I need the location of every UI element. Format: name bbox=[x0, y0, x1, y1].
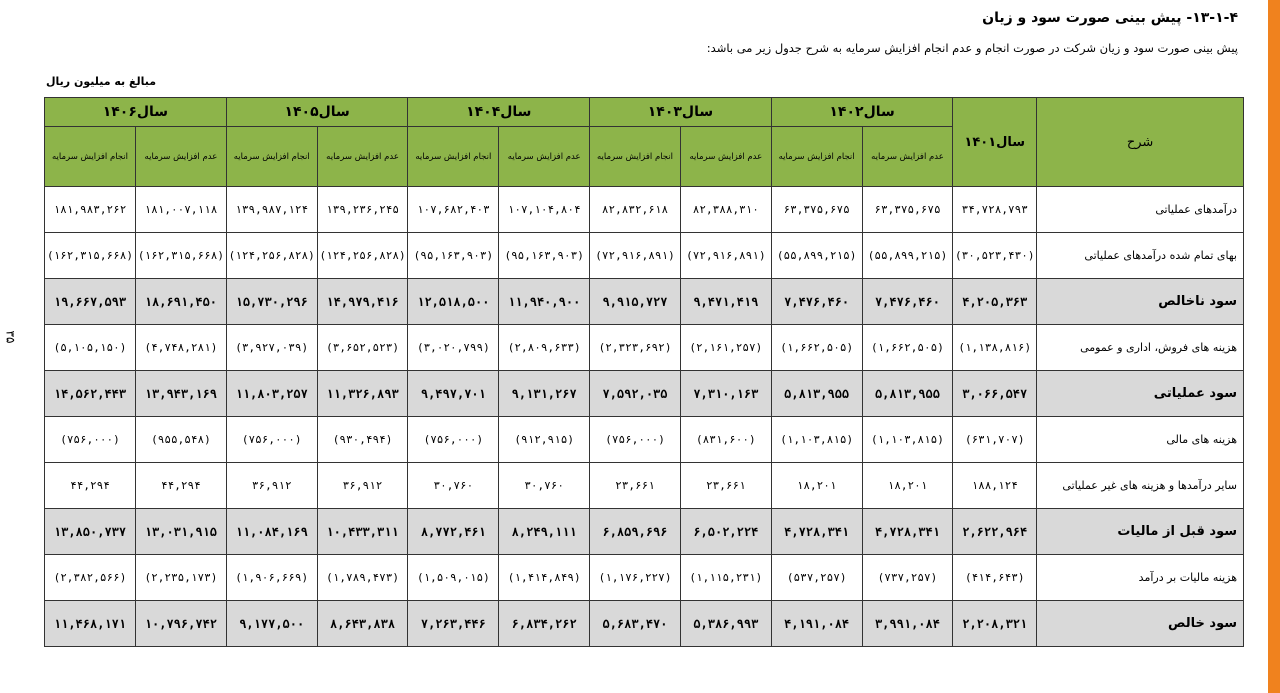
scenario-no-increase-header: عدم افزایش سرمایه bbox=[136, 127, 227, 187]
table-cell: (۱,۶۶۲,۵۰۵) bbox=[862, 325, 953, 371]
table-cell: ۱۸,۶۹۱,۴۵۰ bbox=[136, 279, 227, 325]
row-label: سود قبل از مالیات bbox=[1037, 509, 1244, 555]
table-cell: ۴,۷۲۸,۳۴۱ bbox=[771, 509, 862, 555]
table-cell: ۱۲,۵۱۸,۵۰۰ bbox=[408, 279, 499, 325]
table-cell: (۵۵,۸۹۹,۲۱۵) bbox=[771, 233, 862, 279]
table-cell: ۲۳,۶۶۱ bbox=[590, 463, 681, 509]
table-cell: (۱,۵۰۹,۰۱۵) bbox=[408, 555, 499, 601]
table-cell: ۴۴,۲۹۴ bbox=[136, 463, 227, 509]
table-cell: ۱۰۷,۱۰۴,۸۰۴ bbox=[499, 187, 590, 233]
table-cell: ۱۴,۹۷۹,۴۱۶ bbox=[317, 279, 408, 325]
table-cell: (۵,۱۰۵,۱۵۰) bbox=[45, 325, 136, 371]
cell-1401: ۳,۰۶۶,۵۴۷ bbox=[953, 371, 1037, 417]
table-cell: ۱۳۹,۲۳۶,۲۴۵ bbox=[317, 187, 408, 233]
table-cell: (۸۳۱,۶۰۰) bbox=[680, 417, 771, 463]
table-cell: (۱۶۲,۳۱۵,۶۶۸) bbox=[136, 233, 227, 279]
table-cell: ۳۰,۷۶۰ bbox=[499, 463, 590, 509]
scenario-increase-header: انجام افزایش سرمایه bbox=[771, 127, 862, 187]
table-cell: (۷۵۶,۰۰۰) bbox=[408, 417, 499, 463]
table-cell: ۱۱,۸۰۳,۲۵۷ bbox=[226, 371, 317, 417]
table-cell: (۷۵۶,۰۰۰) bbox=[590, 417, 681, 463]
scenario-no-increase-header: عدم افزایش سرمایه bbox=[680, 127, 771, 187]
table-cell: (۷۵۶,۰۰۰) bbox=[226, 417, 317, 463]
cell-1401: (۶۳۱,۷۰۷) bbox=[953, 417, 1037, 463]
section-title: ۱۳-۱-۴- پیش بینی صورت سود و زیان bbox=[982, 10, 1238, 26]
table-cell: ۱۸,۲۰۱ bbox=[862, 463, 953, 509]
table-cell: ۳۰,۷۶۰ bbox=[408, 463, 499, 509]
table-cell: (۲,۲۳۵,۱۷۳) bbox=[136, 555, 227, 601]
table-cell: ۱۱,۳۲۶,۸۹۳ bbox=[317, 371, 408, 417]
table-cell: ۶۳,۳۷۵,۶۷۵ bbox=[862, 187, 953, 233]
table-cell: ۶,۸۵۹,۶۹۶ bbox=[590, 509, 681, 555]
year-header: سال۱۴۰۵ bbox=[226, 98, 408, 127]
table-cell: (۲,۳۸۲,۵۶۶) bbox=[45, 555, 136, 601]
table-cell: (۱,۱۰۳,۸۱۵) bbox=[771, 417, 862, 463]
scenario-increase-header: انجام افزایش سرمایه bbox=[226, 127, 317, 187]
table-cell: ۸,۷۷۲,۴۶۱ bbox=[408, 509, 499, 555]
year-header: سال۱۴۰۳ bbox=[590, 98, 772, 127]
table-row bbox=[45, 279, 1244, 325]
table-cell: ۱۹,۶۶۷,۵۹۳ bbox=[45, 279, 136, 325]
row-label: سود ناخالص bbox=[1037, 279, 1244, 325]
cell-1401: (۳۰,۵۲۳,۴۳۰) bbox=[953, 233, 1037, 279]
scenario-increase-header: انجام افزایش سرمایه bbox=[408, 127, 499, 187]
table-cell: (۴,۷۴۸,۲۸۱) bbox=[136, 325, 227, 371]
table-cell: (۲,۳۲۳,۶۹۲) bbox=[590, 325, 681, 371]
table-cell: ۱۰۷,۶۸۲,۴۰۳ bbox=[408, 187, 499, 233]
table-cell: ۱۸۱,۰۰۷,۱۱۸ bbox=[136, 187, 227, 233]
profit-loss-table bbox=[44, 97, 1244, 647]
table-cell: (۳,۶۵۲,۵۲۳) bbox=[317, 325, 408, 371]
table-cell: (۳,۹۲۷,۰۳۹) bbox=[226, 325, 317, 371]
row-label: سود عملیاتی bbox=[1037, 371, 1244, 417]
unit-note: مبالغ به میلیون ریال bbox=[46, 75, 157, 88]
orange-edge-bar bbox=[1268, 0, 1280, 693]
table-cell: ۴,۱۹۱,۰۸۴ bbox=[771, 601, 862, 647]
table-cell: ۶,۵۰۲,۲۲۴ bbox=[680, 509, 771, 555]
table-cell: ۱۱,۹۴۰,۹۰۰ bbox=[499, 279, 590, 325]
table-cell: ۳,۹۹۱,۰۸۴ bbox=[862, 601, 953, 647]
table-cell: ۸۲,۳۸۸,۳۱۰ bbox=[680, 187, 771, 233]
table-cell: ۵,۸۱۳,۹۵۵ bbox=[862, 371, 953, 417]
table-cell: ۱۱,۰۸۴,۱۶۹ bbox=[226, 509, 317, 555]
scenario-no-increase-header: عدم افزایش سرمایه bbox=[499, 127, 590, 187]
table-cell: (۹۵,۱۶۳,۹۰۳) bbox=[408, 233, 499, 279]
scenario-increase-header: انجام افزایش سرمایه bbox=[45, 127, 136, 187]
table-cell: ۱۱,۴۶۸,۱۷۱ bbox=[45, 601, 136, 647]
table-cell: ۱۳,۸۵۰,۷۳۷ bbox=[45, 509, 136, 555]
table-cell: ۹,۴۹۷,۷۰۱ bbox=[408, 371, 499, 417]
table-cell: (۱,۱۷۶,۲۲۷) bbox=[590, 555, 681, 601]
table-cell: (۱,۷۸۹,۴۷۳) bbox=[317, 555, 408, 601]
table-cell: ۹,۱۷۷,۵۰۰ bbox=[226, 601, 317, 647]
table-cell: (۲,۸۰۹,۶۳۳) bbox=[499, 325, 590, 371]
row-label: سایر درآمدها و هزینه های غیر عملیاتی bbox=[1037, 463, 1244, 509]
year-header: سال۱۴۰۲ bbox=[771, 98, 953, 127]
table-cell: ۱۳,۰۳۱,۹۱۵ bbox=[136, 509, 227, 555]
cell-1401: (۱,۱۳۸,۸۱۶) bbox=[953, 325, 1037, 371]
table-cell: (۲,۱۶۱,۲۵۷) bbox=[680, 325, 771, 371]
section-subtitle: پیش بینی صورت سود و زیان شرکت در صورت انجام و عدم انجام افزایش سرمایه به شرح جدول زیر می باشد: bbox=[706, 41, 1238, 55]
table-cell: ۱۳۹,۹۸۷,۱۲۴ bbox=[226, 187, 317, 233]
table-cell: (۱,۹۰۶,۶۶۹) bbox=[226, 555, 317, 601]
cell-1401: ۱۸۸,۱۲۴ bbox=[953, 463, 1037, 509]
row-label: سود خالص bbox=[1037, 601, 1244, 647]
table-cell: ۹,۴۷۱,۴۱۹ bbox=[680, 279, 771, 325]
table-cell: (۷۲,۹۱۶,۸۹۱) bbox=[680, 233, 771, 279]
table-cell: ۵,۳۸۶,۹۹۳ bbox=[680, 601, 771, 647]
table-cell: ۹,۱۳۱,۲۶۷ bbox=[499, 371, 590, 417]
table-cell: ۳۶,۹۱۲ bbox=[226, 463, 317, 509]
table-cell: (۳,۰۲۰,۷۹۹) bbox=[408, 325, 499, 371]
cell-1401: ۳۴,۷۲۸,۷۹۳ bbox=[953, 187, 1037, 233]
row-label: هزینه های مالی bbox=[1037, 417, 1244, 463]
year-1401-header: سال۱۴۰۱ bbox=[953, 98, 1037, 187]
year-header-row bbox=[45, 98, 1244, 127]
row-label: هزینه های فروش، اداری و عمومی bbox=[1037, 325, 1244, 371]
table-cell: ۱۸۱,۹۸۳,۲۶۲ bbox=[45, 187, 136, 233]
table-cell: (۱,۴۱۴,۸۴۹) bbox=[499, 555, 590, 601]
year-header: سال۱۴۰۴ bbox=[408, 98, 590, 127]
table-cell: (۱۲۴,۲۵۶,۸۲۸) bbox=[226, 233, 317, 279]
table-cell: (۱۲۴,۲۵۶,۸۲۸) bbox=[317, 233, 408, 279]
table-row bbox=[45, 325, 1244, 371]
table-cell: ۵,۸۱۳,۹۵۵ bbox=[771, 371, 862, 417]
year-header: سال۱۴۰۶ bbox=[45, 98, 227, 127]
table-cell: ۵,۶۸۳,۴۷۰ bbox=[590, 601, 681, 647]
table-cell: ۳۶,۹۱۲ bbox=[317, 463, 408, 509]
scenario-no-increase-header: عدم افزایش سرمایه bbox=[317, 127, 408, 187]
table-row bbox=[45, 601, 1244, 647]
table-cell: (۹۱۲,۹۱۵) bbox=[499, 417, 590, 463]
cell-1401: ۲,۲۰۸,۳۲۱ bbox=[953, 601, 1037, 647]
table-cell: (۵۳۷,۲۵۷) bbox=[771, 555, 862, 601]
table-cell: ۱۴,۵۶۲,۴۴۳ bbox=[45, 371, 136, 417]
table-cell: ۱۰,۴۳۳,۳۱۱ bbox=[317, 509, 408, 555]
table-cell: ۶۳,۳۷۵,۶۷۵ bbox=[771, 187, 862, 233]
row-label: درآمدهای عملیاتی bbox=[1037, 187, 1244, 233]
table-row bbox=[45, 417, 1244, 463]
table-cell: (۱,۱۱۵,۲۳۱) bbox=[680, 555, 771, 601]
table-cell: ۷,۴۷۶,۴۶۰ bbox=[771, 279, 862, 325]
table-cell: ۸۲,۸۳۲,۶۱۸ bbox=[590, 187, 681, 233]
desc-header: شرح bbox=[1037, 98, 1244, 187]
cell-1401: (۴۱۴,۶۴۳) bbox=[953, 555, 1037, 601]
table-cell: ۸,۲۴۹,۱۱۱ bbox=[499, 509, 590, 555]
table-cell: ۱۳,۹۴۳,۱۶۹ bbox=[136, 371, 227, 417]
scenario-increase-header: انجام افزایش سرمایه bbox=[590, 127, 681, 187]
table-cell: ۴۴,۲۹۴ bbox=[45, 463, 136, 509]
row-label: هزینه مالیات بر درآمد bbox=[1037, 555, 1244, 601]
cell-1401: ۴,۲۰۵,۳۶۳ bbox=[953, 279, 1037, 325]
cell-1401: ۲,۶۲۲,۹۶۴ bbox=[953, 509, 1037, 555]
table-cell: (۹۵,۱۶۳,۹۰۳) bbox=[499, 233, 590, 279]
row-label: بهای تمام شده درآمدهای عملیاتی bbox=[1037, 233, 1244, 279]
table-cell: ۷,۳۱۰,۱۶۳ bbox=[680, 371, 771, 417]
table-cell: (۱,۱۰۳,۸۱۵) bbox=[862, 417, 953, 463]
table-row bbox=[45, 555, 1244, 601]
table-cell: ۴,۷۲۸,۳۴۱ bbox=[862, 509, 953, 555]
table-cell: ۷,۲۶۳,۴۴۶ bbox=[408, 601, 499, 647]
table-row bbox=[45, 463, 1244, 509]
table-cell: ۱۸,۲۰۱ bbox=[771, 463, 862, 509]
table-body bbox=[45, 187, 1244, 647]
table-cell: (۹۵۵,۵۴۸) bbox=[136, 417, 227, 463]
table-cell: (۵۵,۸۹۹,۲۱۵) bbox=[862, 233, 953, 279]
table-cell: ۷,۵۹۲,۰۳۵ bbox=[590, 371, 681, 417]
table-cell: ۹,۹۱۵,۷۲۷ bbox=[590, 279, 681, 325]
table-row bbox=[45, 233, 1244, 279]
table-row bbox=[45, 371, 1244, 417]
table-cell: ۱۵,۷۳۰,۲۹۶ bbox=[226, 279, 317, 325]
table-cell: (۱,۶۶۲,۵۰۵) bbox=[771, 325, 862, 371]
table-cell: (۷۵۶,۰۰۰) bbox=[45, 417, 136, 463]
table-cell: ۲۳,۶۶۱ bbox=[680, 463, 771, 509]
table-cell: ۶,۸۳۴,۲۶۲ bbox=[499, 601, 590, 647]
scenario-no-increase-header: عدم افزایش سرمایه bbox=[862, 127, 953, 187]
table-cell: (۷۲,۹۱۶,۸۹۱) bbox=[590, 233, 681, 279]
table-cell: ۷,۴۷۶,۴۶۰ bbox=[862, 279, 953, 325]
table-row bbox=[45, 187, 1244, 233]
table-cell: (۷۳۷,۲۵۷) bbox=[862, 555, 953, 601]
table-cell: (۱۶۲,۳۱۵,۶۶۸) bbox=[45, 233, 136, 279]
table-cell: (۹۳۰,۴۹۴) bbox=[317, 417, 408, 463]
table-cell: ۸,۶۴۳,۸۳۸ bbox=[317, 601, 408, 647]
page-number: ۳۵ bbox=[3, 330, 18, 344]
table-cell: ۱۰,۷۹۶,۷۴۲ bbox=[136, 601, 227, 647]
table-row bbox=[45, 509, 1244, 555]
